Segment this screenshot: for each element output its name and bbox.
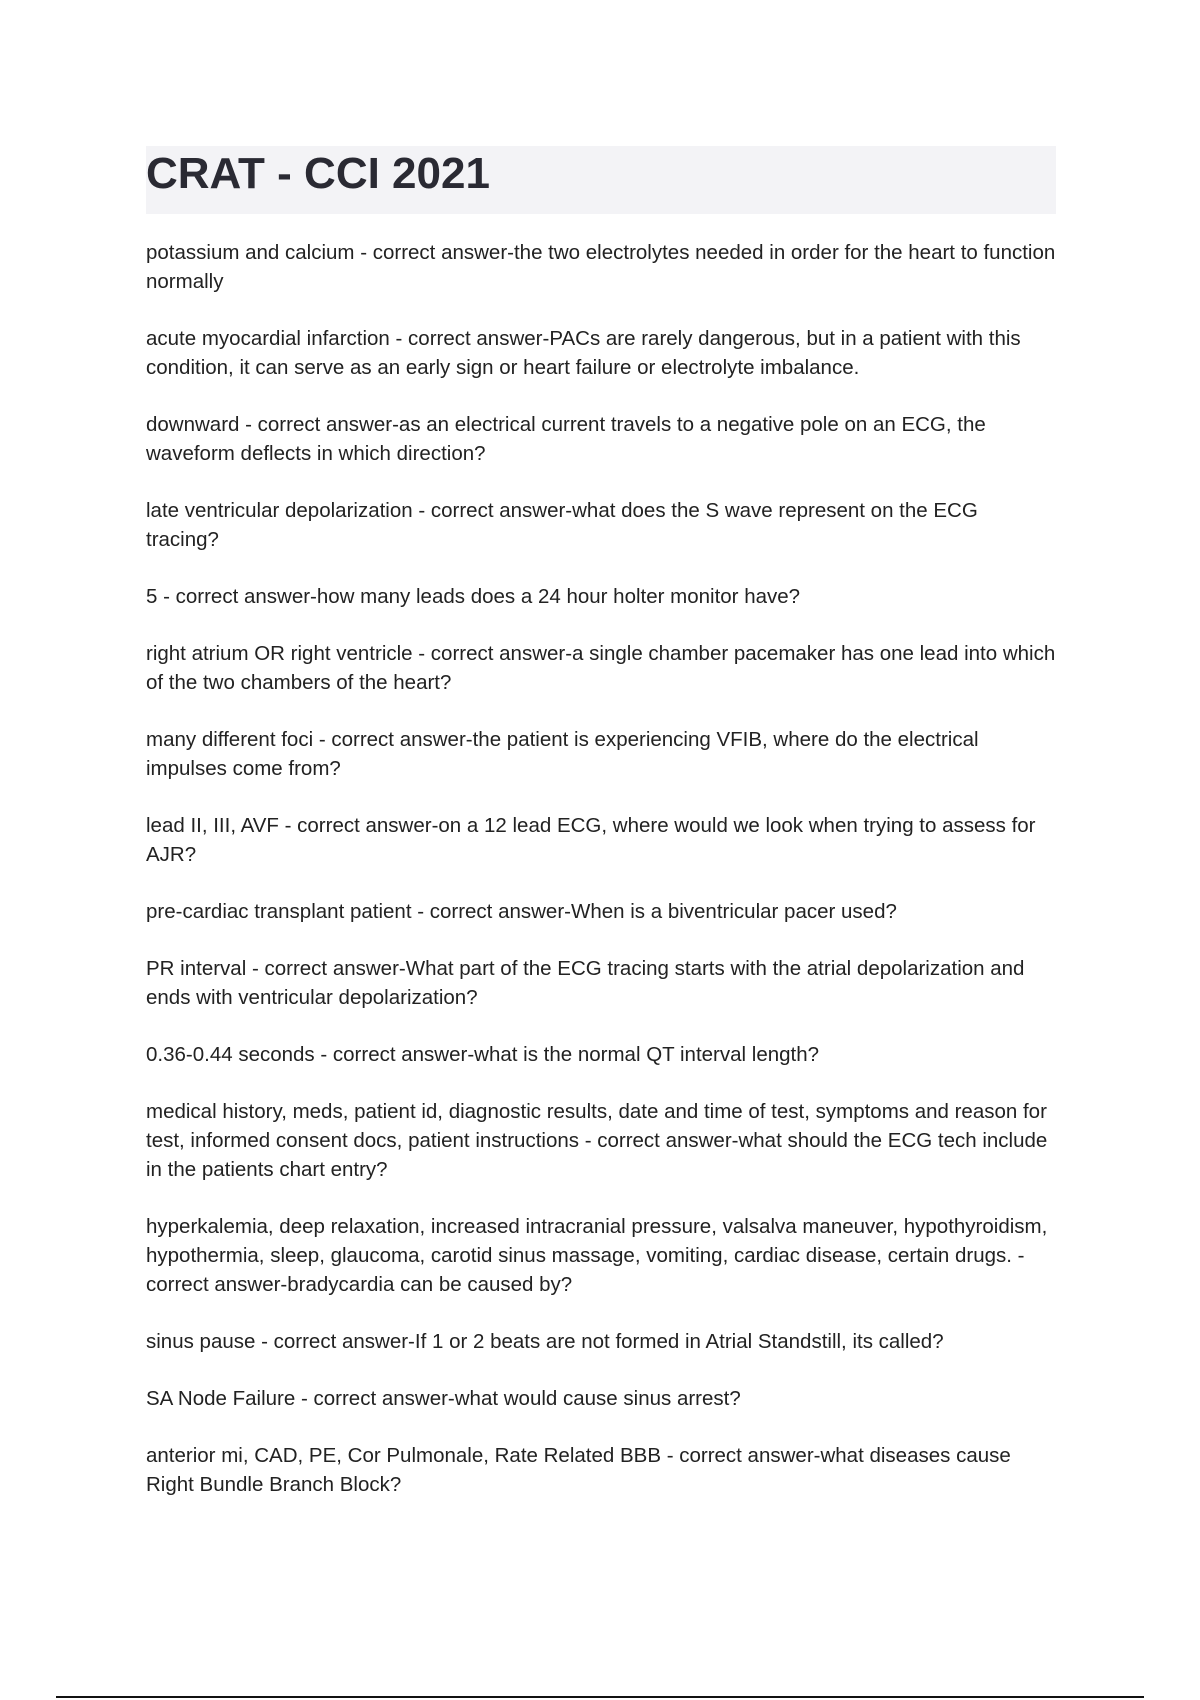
document-title: CRAT - CCI 2021	[146, 149, 490, 198]
flashcard-list	[146, 238, 1056, 1527]
flashcard-entry: many different foci - correct answer-the patient is experiencing VFIB, where do the electrical impulses come from?	[146, 728, 979, 780]
flashcard-entry: SA Node Failure - correct answer-what would cause sinus arrest?	[146, 1387, 741, 1410]
flashcard-entry: PR interval - correct answer-What part of the ECG tracing starts with the atrial depolarization and ends with ventricular depolarization?	[146, 957, 1025, 1009]
flashcard-entry: hyperkalemia, deep relaxation, increased intracranial pressure, valsalva maneuver, hypothyroidism, hypothermia, sleep, glaucoma, carotid sinus massage, vomiting, cardiac disease, certain drugs. - correct answer-bradycardia can be caused by?	[146, 1215, 1048, 1296]
flashcard-entry: 5 - correct answer-how many leads does a 24 hour holter monitor have?	[146, 585, 801, 608]
flashcard-entry: potassium and calcium - correct answer-the two electrolytes needed in order for the heart to function normally	[146, 241, 1056, 293]
flashcard-entry: sinus pause - correct answer-If 1 or 2 beats are not formed in Atrial Standstill, its called?	[146, 1330, 944, 1353]
flashcard-entry: late ventricular depolarization - correct answer-what does the S wave represent on the ECG tracing?	[146, 499, 978, 551]
flashcard-entry: anterior mi, CAD, PE, Cor Pulmonale, Rate Related BBB - correct answer-what diseases cause Right Bundle Branch Block?	[146, 1444, 1011, 1496]
flashcard-entry: 0.36-0.44 seconds - correct answer-what is the normal QT interval length?	[146, 1043, 820, 1066]
flashcard-entry: lead II, III, AVF - correct answer-on a 12 lead ECG, where would we look when trying to assess for AJR?	[146, 814, 1036, 866]
flashcard-entry: medical history, meds, patient id, diagnostic results, date and time of test, symptoms and reason for test, informed consent docs, patient instructions - correct answer-what should the ECG tech include in the patients chart entry?	[146, 1100, 1048, 1181]
flashcard-entry: acute myocardial infarction - correct answer-PACs are rarely dangerous, but in a patient with this condition, it can serve as an early sign or heart failure or electrolyte imbalance.	[146, 327, 1021, 379]
title-banner	[146, 146, 1056, 214]
footer-divider	[56, 1696, 1144, 1698]
flashcard-entry: pre-cardiac transplant patient - correct answer-When is a biventricular pacer used?	[146, 900, 897, 923]
flashcard-entry: right atrium OR right ventricle - correct answer-a single chamber pacemaker has one lead into which of the two chambers of the heart?	[146, 642, 1056, 694]
flashcard-entry: downward - correct answer-as an electrical current travels to a negative pole on an ECG, the waveform deflects in which direction?	[146, 413, 986, 465]
